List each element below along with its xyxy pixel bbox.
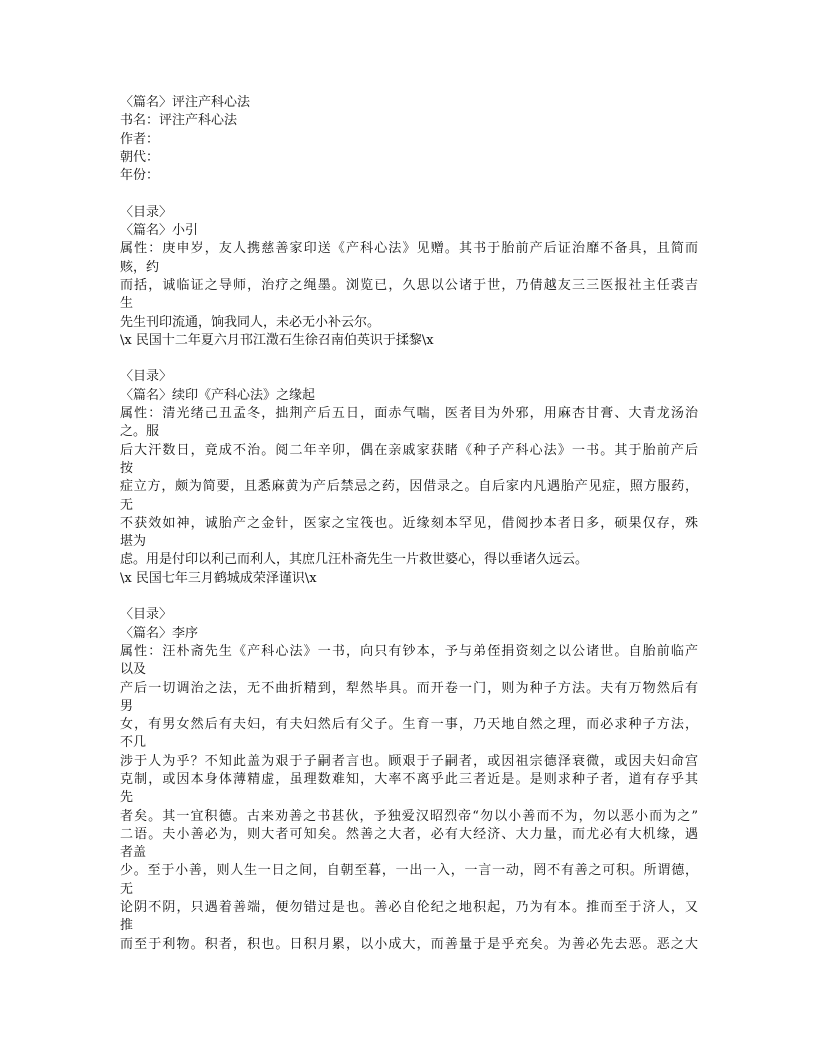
body-line: 赅，约 xyxy=(120,259,160,275)
zuo-zhe: 作者： xyxy=(120,131,160,147)
body-line: 者矣。其一宜积德。古来劝善之书甚伙，予独爱汉昭烈帝“勿以小善而不为，勿以恶小而为之” xyxy=(120,808,698,824)
body-line: 属性：汪朴斋先生《产科心法》一书，向只有钞本，予与弟侄捐资刻之以公诸世。自胎前临产 xyxy=(120,643,698,659)
mulu-label: 〈目录〉 xyxy=(120,607,173,623)
body-line: 推 xyxy=(120,918,134,934)
body-line: 堪为 xyxy=(120,534,147,550)
section-xu-yin-yuan-qi xyxy=(120,368,698,588)
spacer xyxy=(120,350,698,368)
nian-fen: 年份： xyxy=(120,168,160,184)
section-xiao-yin xyxy=(120,204,698,350)
body-line: 属性：庚申岁，友人携慈善家印送《产科心法》见赠。其书于胎前产后证治靡不备具，且简而 xyxy=(120,241,698,257)
chao-dai: 朝代： xyxy=(120,149,160,165)
section-li-xu xyxy=(120,606,698,954)
body-line: 以及 xyxy=(120,662,147,678)
body-line: 少。至于小善，则人生一日之间，自朝至暮，一出一入，一言一动，罔不有善之可积。所谓德， xyxy=(120,863,698,879)
body-line: 之。服 xyxy=(120,424,160,440)
body-line: 症立方，颇为简要，且悉麻黄为产后禁忌之药，因借录之。自后家内凡遇胎产见症，照方服药， xyxy=(120,479,698,495)
mulu-label: 〈目录〉 xyxy=(120,369,173,385)
body-line: 者盖 xyxy=(120,845,147,861)
body-line: 按 xyxy=(120,460,134,476)
body-line: 无 xyxy=(120,497,134,513)
body-line: 产后一切调治之法，无不曲折精到，犁然毕具。而开卷一门，则为种子方法。夫有万物然后有 xyxy=(120,680,698,696)
document-page xyxy=(120,94,698,954)
mulu-label: 〈目录〉 xyxy=(120,204,173,220)
body-line: 先 xyxy=(120,790,134,806)
section-title: 〈篇名〉李序 xyxy=(120,625,199,641)
body-line: 克制，或因本身体薄精虚，虽理数难知，大率不离乎此三者近是。是则求种子者，道有存乎其 xyxy=(120,771,698,787)
body-line: 属性：清光绪己丑孟冬，拙荆产后五日，面赤气喘，医者目为外邪，用麻杏甘膏、大青龙汤治 xyxy=(120,406,698,422)
section-title: 〈篇名〉续印《产科心法》之缘起 xyxy=(120,387,316,403)
spacer xyxy=(120,588,698,606)
body-line: 不几 xyxy=(120,735,147,751)
body-line: 生 xyxy=(120,296,134,312)
body-line: 后大汗数日，竟成不治。阅二年辛卯，偶在亲戚家获睹《种子产科心法》一书。其于胎前产后 xyxy=(120,442,698,458)
section-title: 〈篇名〉小引 xyxy=(120,223,199,239)
shu-ming: 书名：评注产科心法 xyxy=(120,113,238,129)
signature-line: \x 民国十二年夏六月邗江澂石生徐召南伯英识于揉黎\x xyxy=(120,332,434,348)
body-line: 无 xyxy=(120,881,134,897)
body-line: 女，有男女然后有夫妇，有夫妇然后有父子。生育一事，乃天地自然之理，而必求种子方法， xyxy=(120,717,698,733)
signature-line: \x 民国七年三月鹤城成荣泽谨识\x xyxy=(120,570,317,586)
body-line: 不获效如神，诚胎产之金针，医家之宝筏也。近缘刻本罕见，借阅抄本者日多，硕果仅存，殊 xyxy=(120,515,698,531)
spacer xyxy=(120,185,698,203)
body-line: 涉于人为乎？不知此盖为艰于子嗣者言也。顾艰于子嗣者，或因祖宗德泽衰微，或因夫妇命宫 xyxy=(120,753,698,769)
pian-ming-header: 〈篇名〉评注产科心法 xyxy=(120,95,251,110)
body-line: 虑。用是付印以利己而利人，其庶几汪朴斋先生一片救世婆心，得以垂诸久远云。 xyxy=(120,552,589,568)
body-line: 先生刊印流通，饷我同人，未必无小补云尔。 xyxy=(120,314,381,330)
body-line: 论阴不阴，只遇着善端，便勿错过是也。善必自伦纪之地积起，乃为有本。推而至于济人，又 xyxy=(120,900,698,916)
body-line: 而括，诚临证之导师，治疗之绳墨。浏览已，久思以公诸于世，乃倩越友三三医报社主任裘吉 xyxy=(120,277,698,293)
body-line: 而至于利物。积者，积也。日积月累，以小成大，而善量于是乎充矣。为善必先去恶。恶之大 xyxy=(120,936,698,952)
body-line: 二语。夫小善必为，则大者可知矣。然善之大者，必有大经济、大力量，而尤必有大机缘，遇 xyxy=(120,826,698,842)
body-line: 男 xyxy=(120,698,134,714)
